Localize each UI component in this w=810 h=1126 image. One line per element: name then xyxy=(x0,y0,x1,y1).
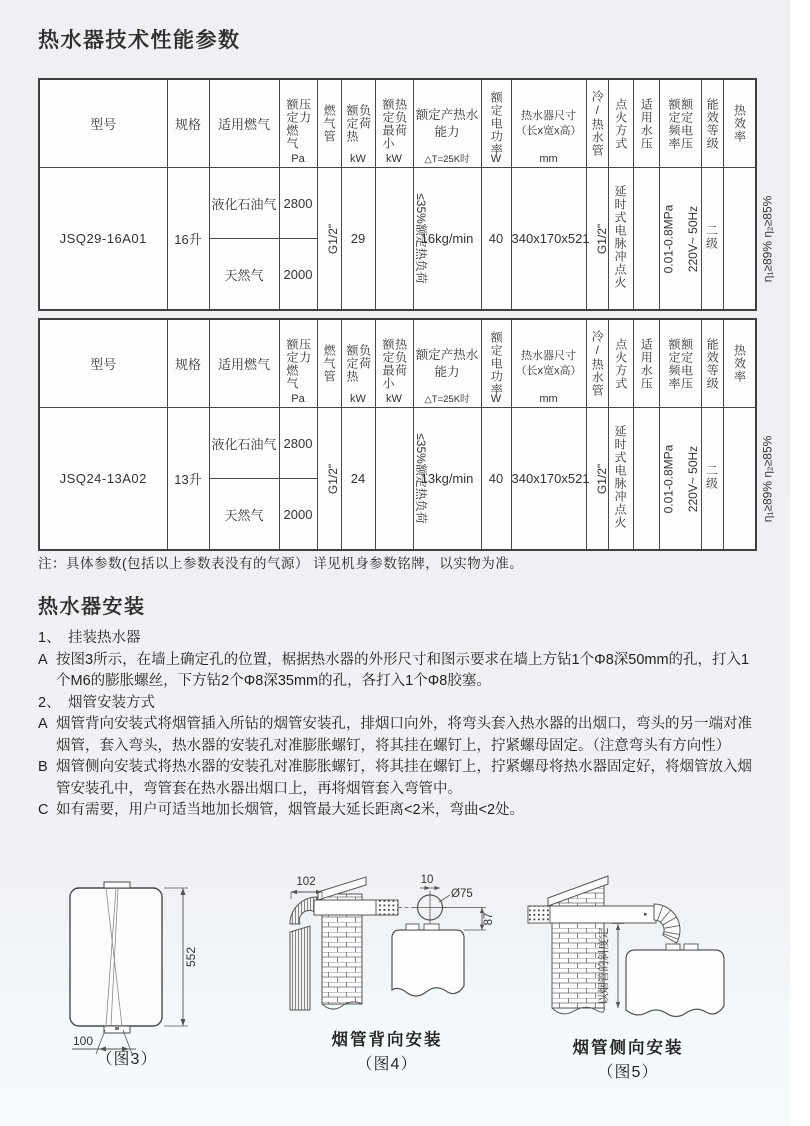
fig4-height-dim: 87 xyxy=(483,912,495,926)
cell-pressure-2: 2000 xyxy=(279,479,317,551)
col-header-hot-water: 额定产热水能力 △T=25K时 xyxy=(413,319,481,408)
col-header-energy-grade: 能效等级 xyxy=(701,79,723,168)
col-header-thermal-efficiency: 热效率 xyxy=(723,319,756,408)
col-header-water-pressure: 适用水压 xyxy=(633,319,659,408)
col-header-model: 型号 xyxy=(39,79,167,168)
col-header-energy-grade: 能效等级 xyxy=(701,319,723,408)
cell-gas-2: 天然气 xyxy=(209,479,279,551)
fig3-width-dim: 100 xyxy=(72,1034,94,1048)
col-header-heat-load: 额定热 负荷 kW xyxy=(341,319,375,408)
col-header-voltage-frequency: 额定频率 额定电压 xyxy=(659,79,701,168)
cell-spec: 16升 xyxy=(167,168,209,311)
instruction-item: 1、 挂装热水器 xyxy=(38,630,141,646)
instruction-item: B 烟管侧向安装式将热水器的安装孔对准膨胀螺钉，将其挂在螺钉上，拧紧螺母将热水器固定好，将烟管放入烟管安装孔中，弯管套在热水器出烟口上，再将烟管套入弯管中。 xyxy=(38,759,752,797)
cell-gas-1: 液化石油气 xyxy=(209,408,279,479)
cell-min-heat-load: ≤35%额定热负荷 xyxy=(375,168,413,311)
cell-model: JSQ29-16A01 xyxy=(39,168,167,311)
cell-thermal-efficiency: η₁≥89% η₂≥85% xyxy=(723,408,756,551)
spec-table-2 xyxy=(38,318,774,551)
table-header-row xyxy=(39,319,756,408)
spec-table-1 xyxy=(38,78,774,311)
figure-5-caption: （图5） xyxy=(597,1064,659,1081)
cell-hot-water: 16kg/min xyxy=(413,168,481,311)
cell-min-heat-load: ≤35%额定热负荷 xyxy=(375,408,413,551)
col-header-heat-load: 额定热 负荷 kW xyxy=(341,79,375,168)
col-header-spec: 规格 xyxy=(167,79,209,168)
page-title: 热水器技术性能参数 xyxy=(38,29,241,52)
col-header-spec: 规格 xyxy=(167,319,209,408)
cell-thermal-efficiency: η₁≥89% η₂≥85% xyxy=(723,168,756,311)
col-header-dimensions: 热水器尺寸（长x宽x高） mm xyxy=(511,319,586,408)
cell-water-pipe: G1/2" xyxy=(586,168,608,311)
cell-model: JSQ24-13A02 xyxy=(39,408,167,551)
col-header-gas-pressure: 额定燃气 压力 Pa xyxy=(279,79,317,168)
col-header-gas-type: 适用燃气 xyxy=(209,319,279,408)
figure-4-title: 烟管背向安装 xyxy=(331,1031,443,1049)
col-header-water-pipe: 冷/热水管 xyxy=(586,319,608,408)
col-header-voltage-frequency: 额定频率 额定电压 xyxy=(659,319,701,408)
section-title-installation: 热水器安装 xyxy=(38,596,146,618)
col-header-min-heat-load: 额定最小 热负荷 kW xyxy=(375,319,413,408)
cell-water-pressure: 0.01-0.8MPa xyxy=(633,168,659,311)
cell-hot-water: 13kg/min xyxy=(413,408,481,551)
cell-spec: 13升 xyxy=(167,408,209,551)
table-header-row xyxy=(39,79,756,168)
cell-energy-grade: 二级 xyxy=(701,168,723,311)
cell-energy-grade: 二级 xyxy=(701,408,723,551)
cell-electric-power: 40 xyxy=(481,408,511,551)
col-header-dimensions: 热水器尺寸（长x宽x高） mm xyxy=(511,79,586,168)
cell-water-pipe: G1/2" xyxy=(586,408,608,551)
figure-4-caption: （图4） xyxy=(356,1056,418,1073)
figure-4-diagram xyxy=(288,872,523,1022)
table-row xyxy=(39,408,756,479)
col-header-water-pressure: 适用水压 xyxy=(633,79,659,168)
col-header-ignition: 点火方式 xyxy=(608,319,633,408)
cell-gas-pipe: G1/2" xyxy=(317,168,341,311)
table-row xyxy=(39,168,756,239)
cell-voltage: 220V~ 50Hz xyxy=(659,168,701,311)
fig4-offset-dim: 10 xyxy=(420,874,434,886)
col-header-ignition: 点火方式 xyxy=(608,79,633,168)
cell-ignition: 延时式电脉冲点火 xyxy=(608,408,633,551)
fig5-slope-note: 以烟管的斜度定 xyxy=(598,927,610,1005)
col-header-thermal-efficiency: 热效率 xyxy=(723,79,756,168)
instruction-item: A 烟管背向安装式将烟管插入所钻的烟管安装孔，排烟口向外，将弯头套入热水器的出烟口，弯头的另一端对准烟管，套入弯头，热水器的安装孔对准膨胀螺钉，将其挂在螺钉上，拧紧螺母固定。（注意弯头有方向性） xyxy=(38,716,752,754)
figure-3-caption: （图3） xyxy=(96,1051,158,1068)
col-header-electric-power: 额定电功率 W xyxy=(481,79,511,168)
cell-gas-1: 液化石油气 xyxy=(209,168,279,239)
cell-electric-power: 40 xyxy=(481,168,511,311)
cell-pressure-2: 2000 xyxy=(279,239,317,311)
cell-pressure-1: 2800 xyxy=(279,408,317,479)
instruction-item: C 如有需要，用户可适当地加长烟管，烟管最大延长距离<2米，弯曲<2处。 xyxy=(38,802,525,818)
col-header-model: 型号 xyxy=(39,319,167,408)
fig4-wall-dim: 102 xyxy=(296,876,316,888)
instruction-item: 2、 烟管安装方式 xyxy=(38,694,155,711)
figure-3-diagram xyxy=(42,878,212,1048)
table-note: 注：具体参数(包括以上参数表没有的气源） 详见机身参数铭牌，以实物为准。 xyxy=(38,556,524,571)
col-header-gas-pressure: 额定燃气 压力 Pa xyxy=(279,319,317,408)
figure-5-diagram xyxy=(528,868,773,1034)
col-header-min-heat-load: 额定最小 热负荷 kW xyxy=(375,79,413,168)
cell-heat-load: 29 xyxy=(341,168,375,311)
cell-gas-pipe: G1/2" xyxy=(317,408,341,551)
cell-heat-load: 24 xyxy=(341,408,375,551)
fig4-circle-dim: Ø75 xyxy=(451,888,473,900)
col-header-gas-pipe: 燃气管 xyxy=(317,79,341,168)
cell-dimensions: 340x170x521 xyxy=(511,168,586,311)
col-header-gas-type: 适用燃气 xyxy=(209,79,279,168)
fig3-height-dim: 552 xyxy=(184,946,198,968)
cell-water-pressure: 0.01-0.8MPa xyxy=(633,408,659,551)
instruction-item: A 按图3所示，在墙上确定孔的位置，椐据热水器的外形尺寸和图示要求在墙上方钻1个Φ8深50mm的孔，打入1个M6的膨胀螺丝，下方钻2个Φ8深35mm的孔，各打入1个Φ8胶塞。 xyxy=(38,651,750,689)
col-header-hot-water: 额定产热水能力 △T=25K时 xyxy=(413,79,481,168)
cell-ignition: 延时式电脉冲点火 xyxy=(608,168,633,311)
col-header-electric-power: 额定电功率 W xyxy=(481,319,511,408)
installation-instructions xyxy=(38,628,758,822)
cell-pressure-1: 2800 xyxy=(279,168,317,239)
cell-dimensions: 340x170x521 xyxy=(511,408,586,551)
col-header-water-pipe: 冷/热水管 xyxy=(586,79,608,168)
cell-gas-2: 天然气 xyxy=(209,239,279,311)
cell-voltage: 220V~ 50Hz xyxy=(659,408,701,551)
col-header-gas-pipe: 燃气管 xyxy=(317,319,341,408)
figure-5-title: 烟管侧向安装 xyxy=(572,1039,684,1057)
